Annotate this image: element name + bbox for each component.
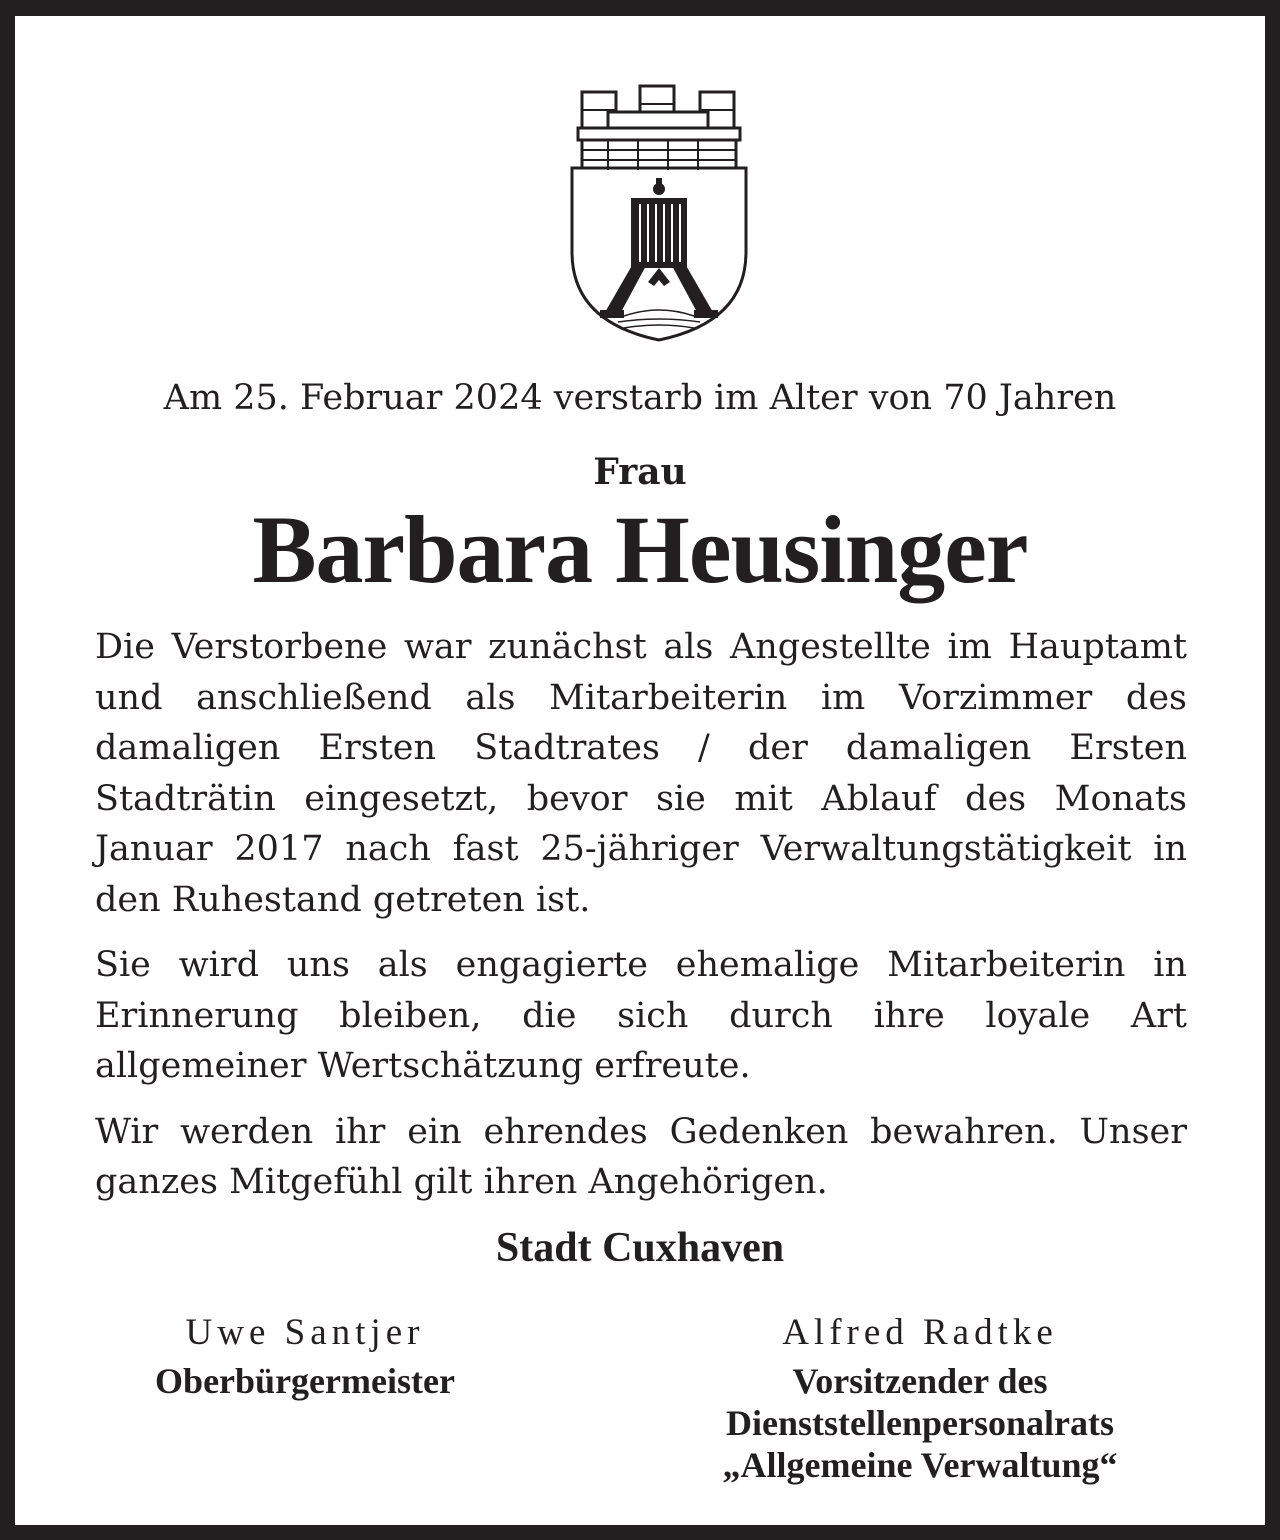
- obituary-notice: [15, 16, 1265, 1525]
- role-line: Dienststellenpersonalrats: [726, 1403, 1114, 1443]
- role-line: „Allgemeine Verwaltung“: [722, 1445, 1118, 1485]
- paragraph-remembrance: Sie wird uns als engagierte ehemalige Mitarbeiterin in Erinnerung bleiben, die sich durch ihre loyale Art allgemeiner Wertschätzung erfreute.: [95, 945, 1187, 1086]
- signatory-name: Uwe Santjer: [185, 1312, 425, 1353]
- signatory-mayor: [95, 1311, 515, 1402]
- signatory-role: [645, 1360, 1195, 1486]
- obituary-body: [95, 622, 1187, 1223]
- deceased-name: Barbara Heusinger: [252, 496, 1028, 603]
- signatory-name: Alfred Radtke: [782, 1312, 1058, 1353]
- organization-name: Stadt Cuxhaven: [495, 1225, 785, 1271]
- paragraph-condolence: Wir werden ihr ein ehrendes Gedenken bewahren. Unser ganzes Mitgefühl gilt ihren Angehörigen.: [95, 1111, 1187, 1202]
- coat-of-arms-icon: [568, 82, 750, 344]
- role-line: Vorsitzender des: [792, 1361, 1048, 1401]
- signatory-role: Oberbürgermeister: [155, 1361, 455, 1401]
- salutation: Frau: [593, 451, 687, 493]
- signatory-council-chair: [645, 1311, 1195, 1486]
- paragraph-career: Die Verstorbene war zunächst als Angestellte im Hauptamt und anschließend als Mitarbeiterin im Vorzimmer des damaligen Ersten Stadtrates / der damaligen Ersten Stadträtin eingesetzt, bevor sie mit Ablauf des Monats Januar 2017 nach fast 25-jähriger Verwaltungstätigkeit in den Ruhestand getreten ist.: [95, 627, 1187, 920]
- death-announcement-line: Am 25. Februar 2024 verstarb im Alter von 70 Jahren: [163, 378, 1117, 418]
